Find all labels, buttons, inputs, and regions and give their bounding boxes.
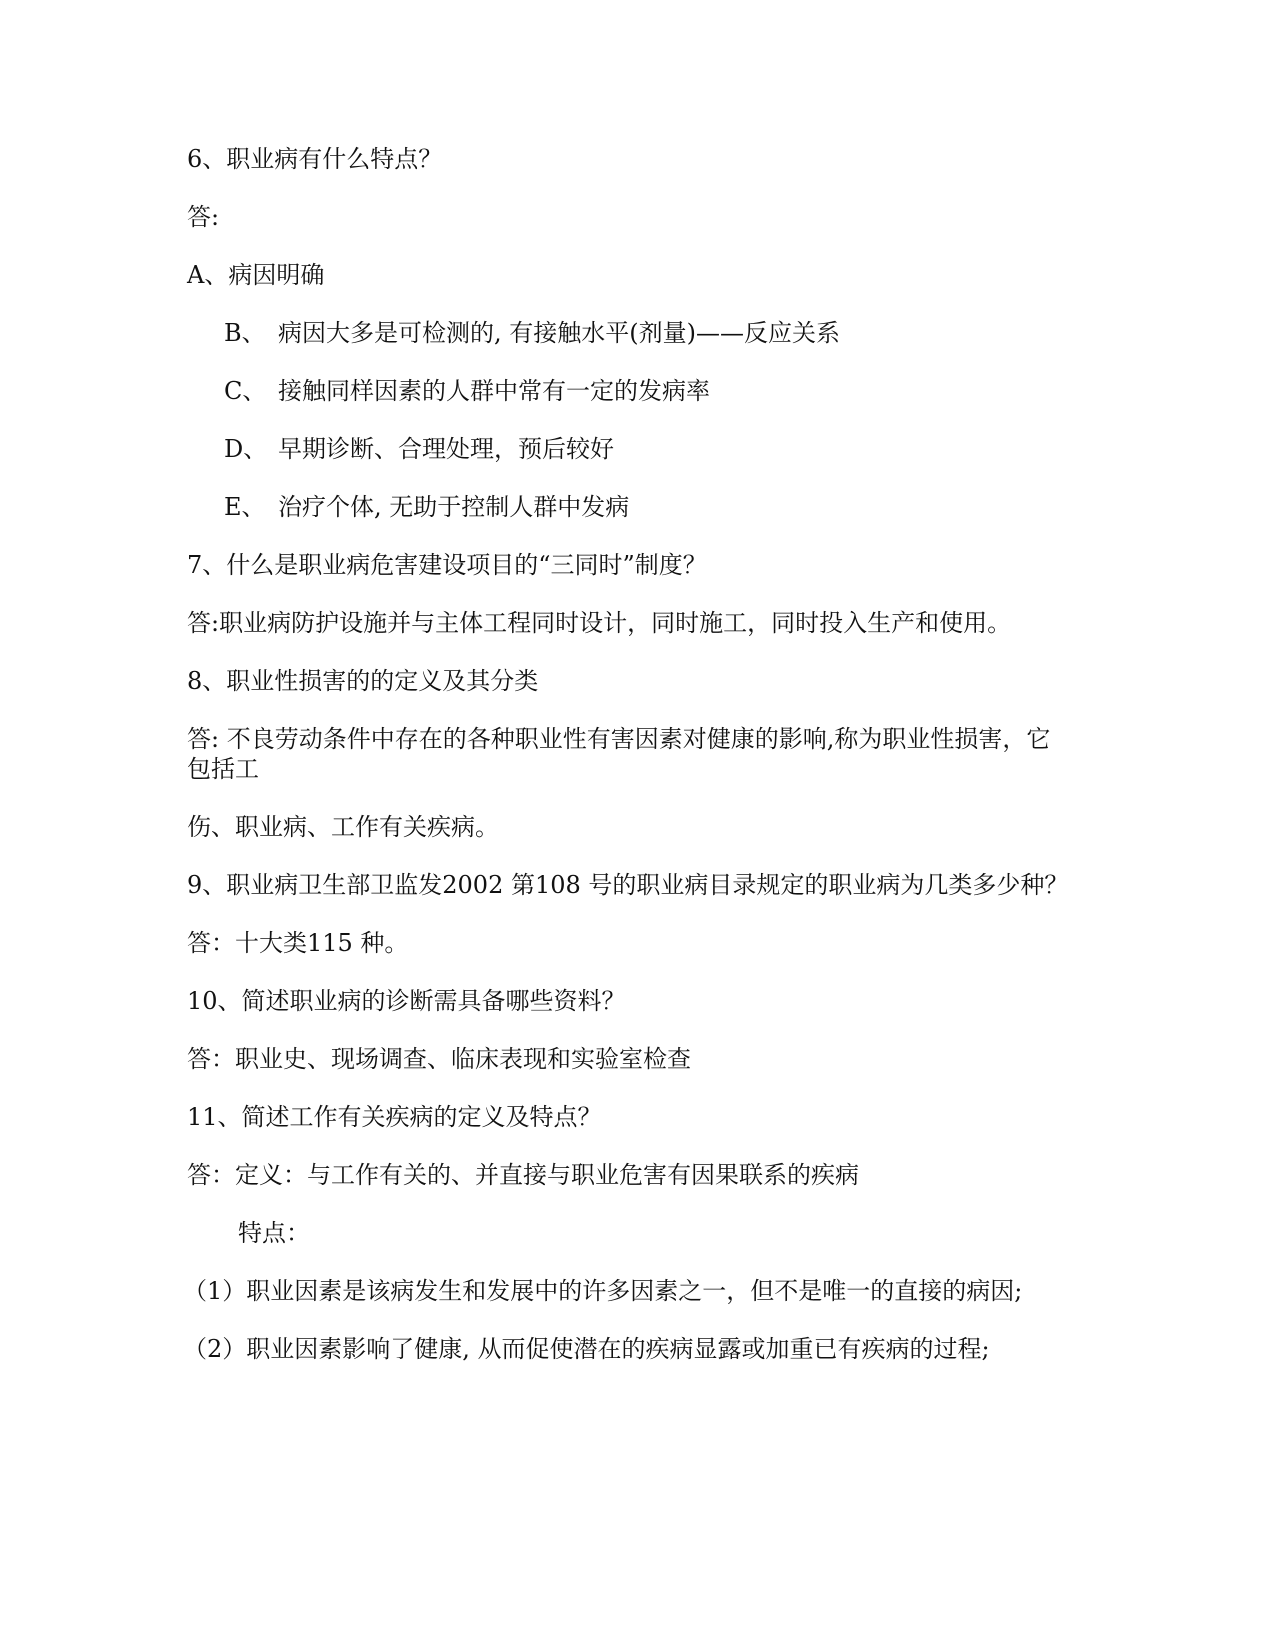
q6-option-e	[224, 492, 1124, 522]
option-text: 治疗个体, 无助于控制人群中发病	[278, 493, 630, 521]
option-letter: D、	[224, 435, 268, 463]
option-text: 接触同样因素的人群中常有一定的发病率	[278, 377, 710, 405]
q8-question: 8、职业性损害的的定义及其分类	[187, 667, 539, 695]
option-letter: C、	[224, 377, 267, 405]
q10-question: 10、简述职业病的诊断需具备哪些资料？	[187, 987, 626, 1015]
option-text: 早期诊断、合理处理，预后较好	[278, 435, 614, 463]
q6-option-d	[224, 434, 1124, 464]
q8-answer-line2: 包括工	[187, 755, 259, 783]
q7-question: 7、什么是职业病危害建设项目的“三同时”制度？	[187, 551, 707, 579]
q11-feature-1: （1）职业因素是该病发生和发展中的许多因素之一，但不是唯一的直接的病因;	[183, 1277, 1023, 1305]
option-text: 病因明确	[228, 261, 325, 289]
q7-answer: 答:职业病防护设施并与主体工程同时设计，同时施工，同时投入生产和使用。	[187, 609, 1012, 637]
q6-answer-label: 答:	[187, 203, 220, 231]
q11-definition: 答：定义：与工作有关的、并直接与职业危害有因果联系的疾病	[187, 1161, 859, 1189]
q11-feature-2: （2）职业因素影响了健康, 从而促使潜在的疾病显露或加重已有疾病的过程;	[183, 1335, 990, 1363]
option-letter: A、	[187, 261, 229, 289]
q6-question: 6、职业病有什么特点？	[187, 145, 443, 173]
option-letter: E、	[224, 493, 266, 521]
q9-question: 9、职业病卫生部卫监发2002 第108 号的职业病目录规定的职业病为几类多少种？	[187, 871, 1069, 899]
q10-answer: 答：职业史、现场调查、临床表现和实验室检查	[187, 1045, 691, 1073]
q11-features-label: 特点：	[238, 1219, 310, 1247]
option-letter: B、	[224, 319, 266, 347]
q9-answer: 答：十大类115 种。	[187, 929, 409, 957]
q8-answer-line1: 答: 不良劳动条件中存在的各种职业性有害因素对健康的影响,称为职业性损害，它	[187, 725, 1051, 753]
q6-option-c	[224, 376, 1124, 406]
q6-option-a	[187, 260, 1087, 290]
q11-question: 11、简述工作有关疾病的定义及特点？	[187, 1103, 602, 1131]
option-text: 病因大多是可检测的, 有接触水平(剂量)——反应关系	[278, 319, 840, 347]
q8-answer-line3: 伤、职业病、工作有关疾病。	[187, 813, 499, 841]
q6-option-b	[224, 318, 1124, 348]
